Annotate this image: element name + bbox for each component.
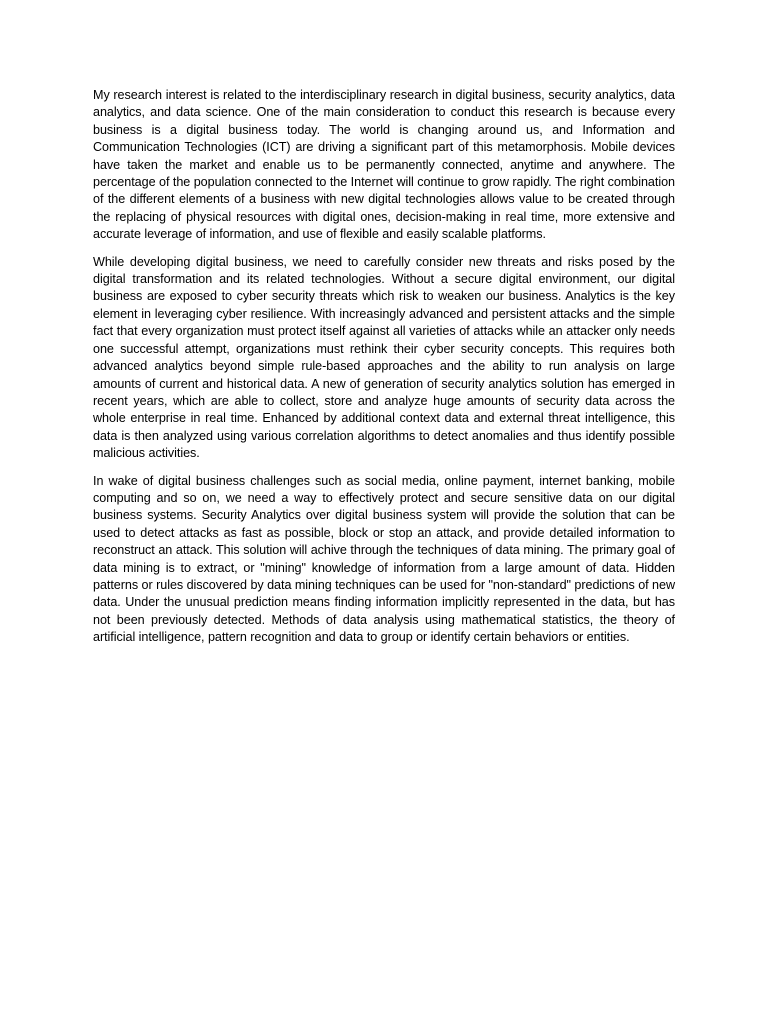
- paragraph-research-interest: My research interest is related to the interdisciplinary research in digital business, security analytics, data analytics, and data science. One of the main consideration to conduct this research is because every business is a digital business today. The world is changing around us, and Information and Communication Technologies (ICT) are driving a significant part of this metamorphosis. Mobile devices have taken the market and enable us to be permanently connected, anytime and anywhere. The percentage of the population connected to the Internet will continue to grow rapidly. The right combination of the different elements of a business with new digital technologies allows value to be created through the replacing of physical resources with digital ones, decision-making in real time, more extensive and accurate leverage of information, and use of flexible and easily scalable platforms.: [93, 88, 675, 242]
- document-body: [93, 87, 675, 657]
- paragraph-data-mining: In wake of digital business challenges such as social media, online payment, internet banking, mobile computing and so on, we need a way to effectively protect and secure sensitive data on our digital business systems. Security Analytics over digital business system will provide the solution that can be used to detect attacks as fast as possible, block or stop an attack, and provide detailed information to reconstruct an attack. This solution will achive through the techniques of data mining. The primary goal of data mining is to extract, or "mining" knowledge of information from a large amount of data. Hidden patterns or rules discovered by data mining techniques can be used for "non-standard" predictions of new data. Under the unusual prediction means finding information implicitly represented in the data, but has not been previously detected. Methods of data analysis using mathematical statistics, the theory of artificial intelligence, pattern recognition and data to group or identify certain behaviors or entities.: [93, 473, 675, 645]
- paragraph-security-threats: While developing digital business, we need to carefully consider new threats and risks posed by the digital transformation and its related technologies. Without a secure digital environment, our digital business are exposed to cyber security threats which risk to weaken our business. Analytics is the key element in leveraging cyber resilience. With increasingly advanced and persistent attacks and the simple fact that every organization must protect itself against all varieties of attacks while an attacker only needs one successful attempt, organizations must rethink their cyber security concepts. This requires both advanced analytics beyond simple rule-based approaches and the ability to run analysis on large amounts of current and historical data. A new of generation of security analytics solution has emerged in recent years, which are able to collect, store and analyze huge amounts of security data across the whole enterprise in real time. Enhanced by additional context data and external threat intelligence, this data is then analyzed using various correlation algorithms to detect anomalies and thus identify possible malicious activities.: [93, 254, 675, 461]
